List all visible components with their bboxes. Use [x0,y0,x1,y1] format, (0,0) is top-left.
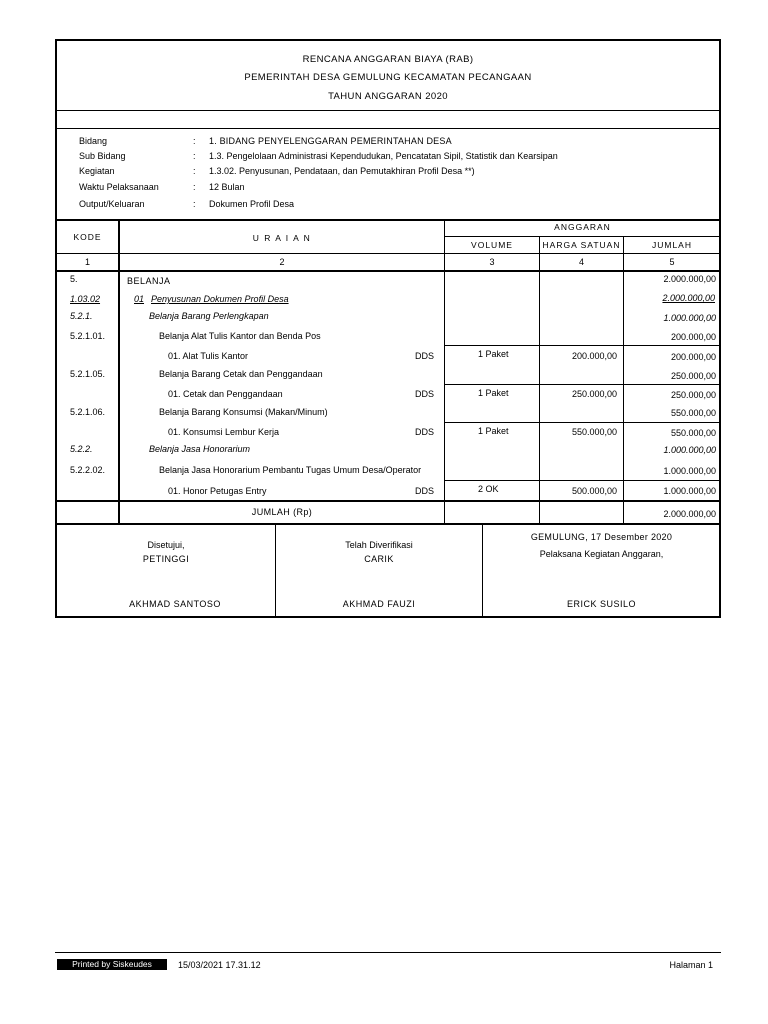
header-title-line1: RENCANA ANGGARAN BIAYA (RAB) [302,54,474,65]
row-jumlah: 550.000,00 [670,428,716,438]
signature-2-name: AKHMAD FAUZI [342,599,416,609]
col-number-4: 4 [578,257,584,267]
divider [444,480,720,481]
footer-rule [55,952,721,953]
info-value-waktu: 12 Bulan [209,182,245,192]
row-jumlah: 2.000.000,00 [662,293,715,303]
col-number-1: 1 [84,257,90,267]
signature-2-role: CARIK [364,554,394,564]
row-kode: 5.2.2. [70,444,93,454]
row-kode: 1.03.02 [70,294,101,304]
info-label-waktu: Waktu Pelaksanaan [79,182,159,192]
row-uraian: Penyusunan Dokumen Profil Desa [151,294,289,304]
info-label-output: Output/Keluaran [79,199,145,209]
header-title-line2: PEMERINTAH DESA GEMULUNG KECAMATAN PECANGAAN [244,72,532,83]
row-volume: 2 OK [478,484,499,494]
info-value-sub-bidang: 1.3. Pengelolaan Administrasi Kependudukan, Pencatatan Sipil, Statistik dan Kearsipan [209,151,558,161]
row-sumber-dana: DDS [415,427,435,437]
info-sep: : [193,151,196,161]
row-kode: 5.2.1.01. [70,331,106,341]
divider [56,128,720,129]
row-uraian: 01. Cetak dan Penggandaan [168,389,283,399]
col-header-harga-satuan: HARGA SATUAN [542,240,621,250]
print-datetime: 15/03/2021 17.31.12 [178,960,261,970]
col-number-2: 2 [279,257,285,267]
row-uraian: Belanja Alat Tulis Kantor dan Benda Pos [159,331,321,341]
col-header-kode: KODE [73,232,102,242]
info-sep: : [193,182,196,192]
row-uraian: 01. Honor Petugas Entry [168,486,267,496]
signature-2-caption: Telah Diverifikasi [345,540,413,550]
row-jumlah: 250.000,00 [670,390,716,400]
row-jumlah: 1.000.000,00 [663,445,716,455]
row-uraian: Belanja Barang Konsumsi (Makan/Minum) [159,407,328,417]
row-sumber-dana: DDS [415,351,435,361]
row-sumber-dana: DDS [415,389,435,399]
info-value-bidang: 1. BIDANG PENYELENGGARAN PEMERINTAHAN DESA [209,136,452,146]
row-uraian: Belanja Barang Cetak dan Penggandaan [159,369,323,379]
row-uraian: Belanja Jasa Honorarium [149,444,251,454]
row-harga-satuan: 250.000,00 [571,389,617,399]
row-number: 01 [134,294,145,304]
signature-3-name: ERICK SUSILO [566,599,637,609]
col-header-uraian: U R A I A N [252,233,312,243]
table-top-border [56,219,720,221]
divider [444,422,720,423]
page-number: Halaman 1 [669,960,713,970]
row-uraian: BELANJA [127,276,171,286]
row-jumlah: 1.000.000,00 [663,466,716,476]
row-volume: 1 Paket [478,388,509,398]
divider [56,253,720,254]
col-header-jumlah: JUMLAH [651,240,692,250]
row-volume: 1 Paket [478,426,509,436]
row-uraian: 01. Alat Tulis Kantor [168,351,249,361]
signature-1-name: AKHMAD SANTOSO [129,599,221,609]
row-jumlah: 200.000,00 [670,332,716,342]
col-number-5: 5 [669,257,675,267]
row-uraian: Belanja Barang Perlengkapan [149,311,269,321]
divider [56,110,720,111]
info-label-sub-bidang: Sub Bidang [79,151,126,161]
row-kode: 5.2.1.06. [70,407,106,417]
row-kode: 5. [70,274,78,284]
row-volume: 1 Paket [478,349,509,359]
row-uraian: 01. Konsumsi Lembur Kerja [168,427,280,437]
col-number-3: 3 [489,257,495,267]
col-header-anggaran: ANGGARAN [554,222,611,232]
signature-1-caption: Disetujui, [147,540,185,550]
row-kode: 5.2.1.05. [70,369,106,379]
info-sep: : [193,136,196,146]
row-harga-satuan: 500.000,00 [571,486,617,496]
divider [444,384,720,385]
row-jumlah: 200.000,00 [670,352,716,362]
col-header-volume: VOLUME [471,240,513,250]
signature-3-role: Pelaksana Kegiatan Anggaran, [539,549,664,559]
divider [56,500,720,502]
info-sep: : [193,166,196,176]
info-value-output: Dokumen Profil Desa [209,199,295,209]
row-kode: 5.2.1. [70,311,93,321]
total-value: 2.000.000,00 [663,509,716,519]
row-jumlah: 2.000.000,00 [663,274,716,284]
info-label-kegiatan: Kegiatan [79,166,115,176]
divider [56,523,720,525]
printed-by-badge: Printed by Siskeudes [57,959,167,970]
signature-3-place-date: GEMULUNG, 17 Desember 2020 [530,532,673,542]
info-value-kegiatan: 1.3.02. Penyusunan, Pendataan, dan Pemutakhiran Profil Desa **) [209,166,475,176]
header-title-line3: TAHUN ANGGARAN 2020 [328,91,448,102]
row-harga-satuan: 200.000,00 [571,351,617,361]
info-label-bidang: Bidang [79,136,108,146]
row-jumlah: 550.000,00 [670,408,716,418]
info-sep: : [193,199,196,209]
row-jumlah: 250.000,00 [670,371,716,381]
row-sumber-dana: DDS [415,486,435,496]
row-jumlah: 1.000.000,00 [663,486,716,496]
divider [444,236,720,237]
row-harga-satuan: 550.000,00 [571,427,617,437]
row-jumlah: 1.000.000,00 [663,313,716,323]
row-kode: 5.2.2.02. [70,465,106,475]
signature-1-role: PETINGGI [142,554,190,564]
divider [56,270,720,272]
total-label: JUMLAH (Rp) [251,507,313,517]
row-uraian: Belanja Jasa Honorarium Pembantu Tugas Umum Desa/Operator [159,465,422,475]
divider [444,345,720,346]
